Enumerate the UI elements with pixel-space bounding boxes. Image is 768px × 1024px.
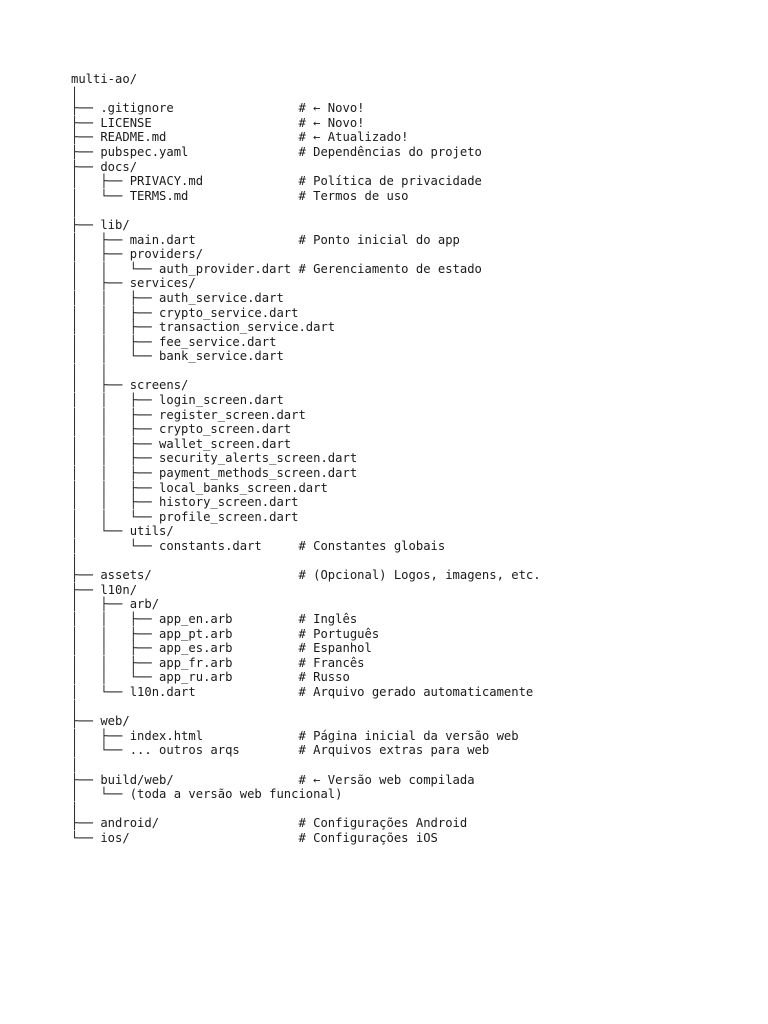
tree-line: multi-ao/ bbox=[71, 72, 138, 86]
tree-line: │ │ └── profile_screen.dart bbox=[71, 509, 299, 524]
tree-line: │ └── l10n.dart # Arquivo gerado automaticamente bbox=[71, 684, 534, 699]
tree-line: │ │ ├── transaction_service.dart bbox=[71, 320, 336, 335]
tree-line: │ bbox=[71, 801, 79, 816]
tree-line: │ │ ├── wallet_screen.dart bbox=[71, 436, 292, 451]
tree-line: │ │ ├── security_alerts_screen.dart bbox=[71, 451, 358, 466]
tree-line: │ ├── providers/ bbox=[71, 247, 204, 262]
tree-line: │ bbox=[71, 203, 79, 218]
tree-line: ├── docs/ bbox=[71, 159, 138, 174]
tree-line: ├── LICENSE # ← Novo! bbox=[71, 115, 365, 130]
tree-line: └── ios/ # Configurações iOS bbox=[71, 830, 438, 845]
tree-line: │ bbox=[71, 553, 79, 568]
tree-line: │ │ ├── app_es.arb # Espanhol bbox=[71, 641, 372, 656]
tree-line: │ bbox=[71, 86, 79, 101]
tree-line: │ │ ├── app_fr.arb # Francês bbox=[71, 655, 365, 670]
tree-line: ├── web/ bbox=[71, 714, 130, 729]
tree-line: │ │ ├── history_screen.dart bbox=[71, 495, 299, 510]
tree-line: │ └── (toda a versão web funcional) bbox=[71, 787, 343, 802]
tree-line: │ └── TERMS.md # Termos de uso bbox=[71, 188, 409, 203]
tree-line: │ │ ├── register_screen.dart bbox=[71, 407, 306, 422]
tree-line: │ └── utils/ bbox=[71, 524, 174, 539]
tree-line: │ │ └── app_ru.arb # Russo bbox=[71, 670, 350, 685]
tree-line: │ ├── services/ bbox=[71, 276, 196, 291]
tree-line: ├── README.md # ← Atualizado! bbox=[71, 130, 409, 145]
tree-line: │ ├── main.dart # Ponto inicial do app bbox=[71, 232, 460, 247]
tree-line: │ ├── PRIVACY.md # Política de privacidade bbox=[71, 174, 482, 189]
tree-line: │ │ ├── crypto_service.dart bbox=[71, 305, 299, 320]
tree-line: │ │ ├── local_banks_screen.dart bbox=[71, 480, 328, 495]
tree-line: │ │ ├── auth_service.dart bbox=[71, 290, 284, 305]
tree-line: │ │ ├── fee_service.dart bbox=[71, 334, 277, 349]
directory-tree bbox=[71, 72, 541, 845]
tree-line: ├── lib/ bbox=[71, 217, 130, 232]
tree-line: ├── .gitignore # ← Novo! bbox=[71, 101, 365, 116]
tree-line: │ │ bbox=[71, 363, 108, 378]
tree-line: ├── build/web/ # ← Versão web compilada bbox=[71, 772, 475, 787]
tree-line: │ bbox=[71, 757, 79, 772]
tree-line: │ │ └── bank_service.dart bbox=[71, 349, 284, 364]
tree-line: ├── assets/ # (Opcional) Logos, imagens, etc. bbox=[71, 568, 541, 583]
tree-line: │ └── constants.dart # Constantes globais bbox=[71, 539, 446, 553]
tree-line: │ ├── arb/ bbox=[71, 597, 160, 612]
tree-line: │ │ ├── login_screen.dart bbox=[71, 393, 284, 408]
tree-line: │ │ ├── crypto_screen.dart bbox=[71, 422, 292, 437]
tree-line: ├── pubspec.yaml # Dependências do projeto bbox=[71, 144, 482, 159]
tree-line: ├── android/ # Configurações Android bbox=[71, 816, 468, 831]
tree-line: │ ├── screens/ bbox=[71, 378, 189, 393]
tree-line: │ │ ├── app_en.arb # Inglês bbox=[71, 611, 358, 626]
tree-line: │ bbox=[71, 699, 79, 714]
tree-line: │ │ └── auth_provider.dart # Gerenciamento de estado bbox=[71, 261, 482, 276]
tree-line: │ ├── index.html # Página inicial da versão web bbox=[71, 728, 519, 743]
tree-line: │ │ ├── payment_methods_screen.dart bbox=[71, 466, 358, 481]
tree-line: ├── l10n/ bbox=[71, 582, 138, 597]
tree-line: │ └── ... outros arqs # Arquivos extras para web bbox=[71, 743, 490, 758]
tree-line: │ │ ├── app_pt.arb # Português bbox=[71, 626, 380, 641]
